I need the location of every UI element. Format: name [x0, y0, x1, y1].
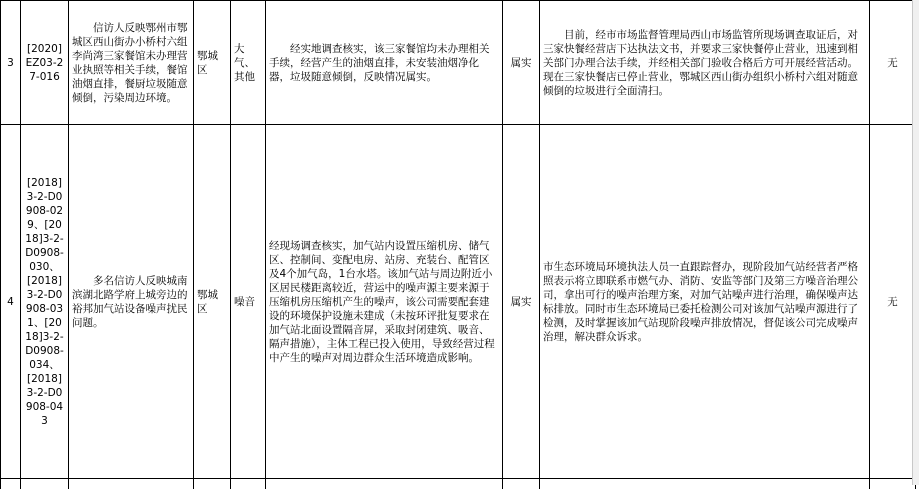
row-index: 3 [1, 1, 21, 125]
case-number: [2020]EZ03-27-016 [21, 1, 69, 125]
empty-cell [503, 479, 540, 489]
page-edge [912, 0, 919, 485]
verdict: 属实 [503, 1, 540, 125]
table-row [1, 125, 916, 479]
table-row-partial [1, 479, 916, 489]
pollution-type: 噪音 [231, 125, 266, 479]
handling-status: 目前，经市市场监督管理局西山市场监管所现场调查取证后，对三家快餐经营店下达执法文书，并要求三家快餐停止营业，迅速到相关部门办理合法手续，并经相关部门验收合格后方可开展经营活动。现在三家快餐店已停止营业，鄂城区西山街办组织小桥村六组对随意倾倒的垃圾进行全面清扫。 [540, 1, 870, 125]
verdict: 属实 [503, 125, 540, 479]
empty-cell [21, 479, 69, 489]
empty-cell [231, 479, 266, 489]
complaint-content: 信访人反映鄂州市鄂城区西山街办小桥村六组李尚湾三家餐馆未办理营业执照等相关手续，餐馆油烟直排，餐厨垃圾随意倾倒，污染周边环境。 [69, 1, 194, 125]
empty-cell [540, 479, 870, 489]
empty-cell [266, 479, 503, 489]
case-number: [2018]3-2-D0908-029、[2018]3-2-D0908-030、[2018]3-2-D0908-031、[2018]3-2-D0908-034、[2018]3-2-D0908-043 [21, 125, 69, 479]
investigation-result: 经实地调查核实，该三家餐馆均未办理相关手续，经营产生的油烟直排，未安装油烟净化器，垃圾随意倾倒，反映情况属实。 [266, 1, 503, 125]
investigation-result: 经现场调查核实，加气站内设置压缩机房、储气区、控制间、变配电房、站房、充装台、配管区及4个加气岛，1台水塔。该加气站与周边附近小区居民楼距离较近，营运中的噪声源主要来源于压缩机房压缩机产生的噪声，该公司需要配套建设的环境保护设施未建成（未按环评批复要求在加气站北面设置隔音屏，采取封闭建筑、吸音、隔声措施），主体工程已投入使用，导致经营过程中产生的噪声对周边群众生活环境造成影响。 [266, 125, 503, 479]
district: 鄂城区 [194, 1, 231, 125]
complaint-content: 多名信访人反映城南滨湖北路学府上城旁边的裕邦加气站设备噪声扰民问题。 [69, 125, 194, 479]
district: 鄂城区 [194, 125, 231, 479]
empty-cell [194, 479, 231, 489]
table-row [1, 1, 916, 125]
row-index: 4 [1, 125, 21, 479]
empty-cell [870, 479, 916, 489]
accountability: 无 [870, 125, 916, 479]
handling-status: 市生态环境局环境执法人员一直跟踪督办，现阶段加气站经营者严格照表示将立即联系市燃气办、消防、安监等部门及第三方噪音治理公司，拿出可行的噪声治理方案，对加气站噪声进行治理，确保噪声达标排放。同时市生态环境局已委托检测公司对该加气站噪声源进行了检测，及时掌握该加气站现阶段噪声排放情况，督促该公司完成噪声治理，解决群众诉求。 [540, 125, 870, 479]
accountability: 无 [870, 1, 916, 125]
empty-cell [1, 479, 21, 489]
pollution-type: 大气、其他 [231, 1, 266, 125]
empty-cell [69, 479, 194, 489]
